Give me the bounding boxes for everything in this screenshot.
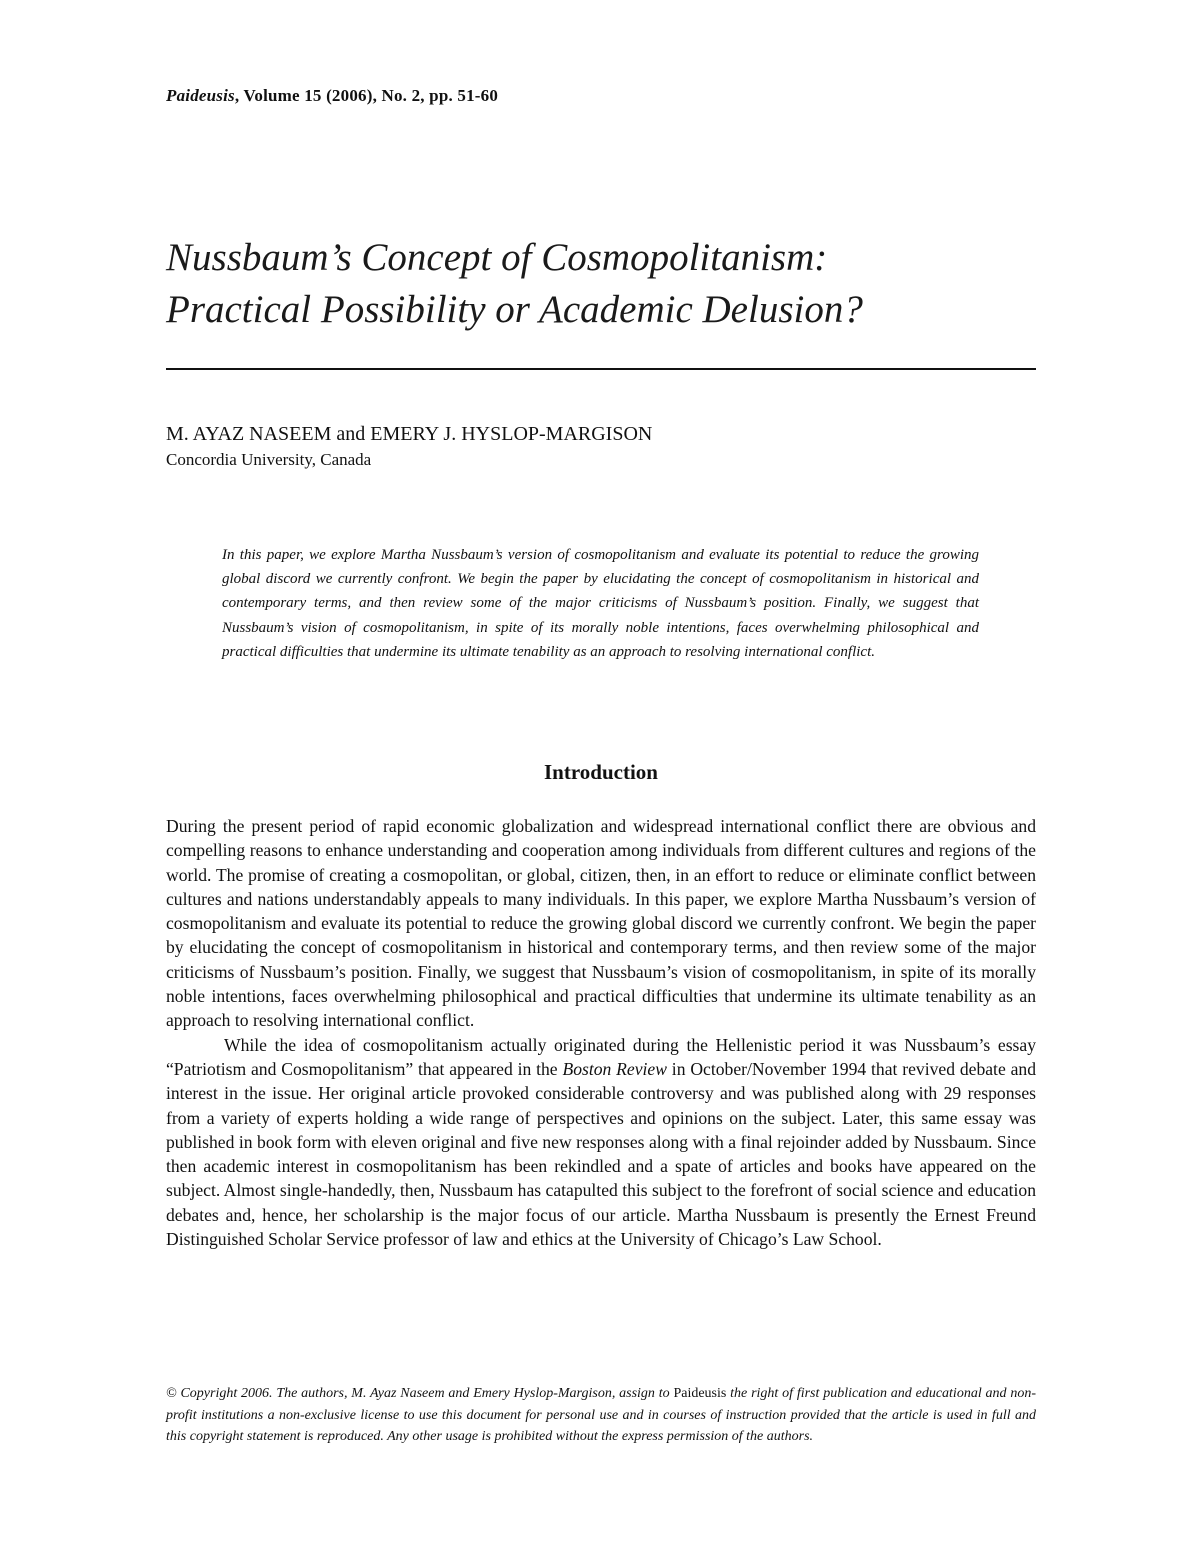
title-divider <box>166 368 1036 370</box>
copyright-journal-name: Paideusis <box>673 1386 727 1401</box>
introduction-body <box>166 814 1036 1251</box>
title-line-1: Nussbaum’s Concept of Cosmopolitanism: <box>166 236 828 279</box>
abstract: In this paper, we explore Martha Nussbaum’s version of cosmopolitanism and evaluate its potential to reduce the growing global discord we currently confront. We begin the paper by elucidating the concept of cosmopolitanism in historical and contemporary terms, and then review some of the major criticisms of Nussbaum’s position. Finally, we suggest that Nussbaum’s vision of cosmopolitanism, in spite of its morally noble intentions, faces overwhelming philosophical and practical difficulties that undermine its ultimate tenability as an approach to resolving international conflict. <box>222 547 979 660</box>
journal-citation: , Volume 15 (2006), No. 2, pp. 51-60 <box>234 86 499 105</box>
paper-title <box>166 232 1066 336</box>
title-line-2: Practical Possibility or Academic Delusion? <box>166 288 863 331</box>
paragraph-1: During the present period of rapid economic globalization and widespread international conflict there are obvious and compelling reasons to enhance understanding and cooperation among individuals from different cultures and regions of the world. The promise of creating a cosmopolitan, or global, citizen, then, in an effort to reduce or eliminate conflict between cultures and nations understandably appeals to many individuals. In this paper, we explore Martha Nussbaum’s version of cosmopolitanism and evaluate its potential to reduce the growing global discord we currently confront. We begin the paper by elucidating the concept of cosmopolitanism in historical and contemporary terms, and then review some of the major criticisms of Nussbaum’s position. Finally, we suggest that Nussbaum’s vision of cosmopolitanism, in spite of its morally noble intentions, faces overwhelming philosophical and practical difficulties that undermine its ultimate tenability as an approach to resolving international conflict. <box>166 816 1036 1031</box>
boston-review-title: Boston Review <box>562 1058 667 1079</box>
paragraph-2-text-a: While the idea of cosmopolitanism actually originated during the Hellenistic period it was Nussbaum’s essay “Patriotism and Cosmopolitanism” that appeared in the <box>166 1034 1036 1079</box>
section-heading-introduction: Introduction <box>544 760 658 784</box>
paragraph-2 <box>166 1033 1036 1252</box>
copyright-text-b: the right of first publication and educational and non-profit institutions a non-exclusive license to use this document for personal use and in courses of instruction provided that the article is used in full and this copyright statement is reproduced. Any other usage is prohibited without the express permission of the authors. <box>166 1386 1036 1444</box>
copyright-notice <box>166 1383 1036 1448</box>
running-header <box>166 86 498 106</box>
author-names: M. AYAZ NASEEM and EMERY J. HYSLOP-MARGISON <box>166 423 653 445</box>
author-affiliation: Concordia University, Canada <box>166 450 372 469</box>
journal-name: Paideusis <box>166 86 235 105</box>
paragraph-2-text-b: in October/November 1994 that revived debate and interest in the issue. Her original article provoked considerable controversy and was published along with 29 responses from a variety of experts holding a wide range of perspectives and opinions on the subject. Later, this same essay was published in book form with eleven original and five new responses along with a final rejoinder added by Nussbaum. Since then academic interest in cosmopolitanism has been rekindled and a spate of articles and books have appeared on the subject. Almost single-handedly, then, Nussbaum has catapulted this subject to the forefront of social science and education debates and, hence, her scholarship is the major focus of our article. Martha Nussbaum is presently the Ernest Freund Distinguished Scholar Service professor of law and ethics at the University of Chicago’s Law School. <box>166 1058 1037 1250</box>
copyright-text-a: © Copyright 2006. The authors, M. Ayaz Naseem and Emery Hyslop-Margison, assign to <box>166 1386 674 1401</box>
